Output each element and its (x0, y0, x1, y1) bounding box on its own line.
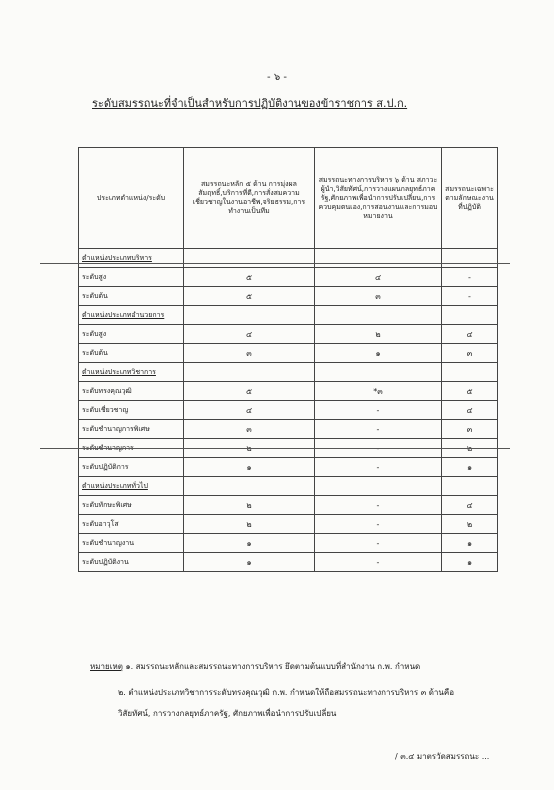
table-row (79, 515, 498, 534)
functional-level: - (442, 287, 498, 306)
table-header-row (79, 148, 498, 249)
functional-level: ๔ (442, 401, 498, 420)
functional-level: ๑ (442, 534, 498, 553)
functional-level: ๒ (442, 515, 498, 534)
table-row (79, 401, 498, 420)
table-row (79, 553, 498, 572)
managerial-level: - (315, 496, 442, 515)
core-level: ๓ (184, 420, 315, 439)
managerial-level: - (315, 534, 442, 553)
strike-line (40, 263, 510, 264)
functional-level (442, 249, 498, 268)
functional-level: ๔ (442, 325, 498, 344)
table-category-row (79, 306, 498, 325)
core-level: ๒ (184, 515, 315, 534)
core-level: ๑ (184, 534, 315, 553)
table-row (79, 458, 498, 477)
row-label: ระดับต้น (79, 287, 184, 306)
page-number: - ๖ - (267, 72, 287, 83)
table-row (79, 344, 498, 363)
functional-level (442, 363, 498, 382)
functional-level: ๓ (442, 420, 498, 439)
row-label: ระดับสูง (79, 268, 184, 287)
header-managerial-competency: สมรรถนะทางการบริหาร ๖ ด้าน สภาวะผู้นำ,วิสัยทัศน์,การวางแผนกลยุทธ์ภาครัฐ,ศักยภาพเพื่อนำการปรับเปลี่ยน,การควบคุมตนเอง,การสอนงานและการมอบหมายงาน (315, 148, 442, 249)
row-label: ระดับปฏิบัติการ (79, 458, 184, 477)
functional-level: - (442, 268, 498, 287)
row-label: ตำแหน่งประเภทอำนวยการ (79, 306, 184, 325)
table-row (79, 534, 498, 553)
functional-level (442, 477, 498, 496)
managerial-level (315, 477, 442, 496)
table-row (79, 420, 498, 439)
note-label: หมายเหตุ (90, 662, 123, 671)
note-text-1: ๑. สมรรถนะหลักและสมรรถนะทางการบริหาร ยึดตามต้นแบบที่สำนักงาน ก.พ. กำหนด (125, 662, 421, 671)
row-label: ตำแหน่งประเภทวิชาการ (79, 363, 184, 382)
row-label: ระดับต้น (79, 344, 184, 363)
table-category-row (79, 249, 498, 268)
continuation-text: / ๓.๔ มาตรวัดสมรรถนะ ... (395, 752, 490, 761)
table-row (79, 287, 498, 306)
managerial-level: - (315, 553, 442, 572)
managerial-level: ๔ (315, 268, 442, 287)
header-position-level: ประเภทตำแหน่ง/ระดับ (79, 148, 184, 249)
competency-table (78, 147, 498, 572)
core-level: ๑ (184, 458, 315, 477)
core-level: ๔ (184, 325, 315, 344)
functional-level: ๕ (442, 382, 498, 401)
managerial-level: ๓ (315, 287, 442, 306)
row-label: ระดับชำนาญงาน (79, 534, 184, 553)
core-level: ๕ (184, 268, 315, 287)
managerial-level (315, 306, 442, 325)
managerial-level: *๓ (315, 382, 442, 401)
note-line-2: ๒. ตำแหน่งประเภทวิชาการระดับทรงคุณวุฒิ ก.พ. กำหนดให้ถือสมรรถนะทางการบริหาร ๓ ด้านคือ (118, 688, 455, 697)
functional-level: ๑ (442, 553, 498, 572)
core-level: ๑ (184, 553, 315, 572)
row-label: ตำแหน่งประเภททั่วไป (79, 477, 184, 496)
managerial-level: - (315, 458, 442, 477)
core-level: ๒ (184, 439, 315, 458)
table-category-row (79, 363, 498, 382)
functional-level: ๔ (442, 496, 498, 515)
core-level (184, 306, 315, 325)
table-row (79, 496, 498, 515)
core-level: ๕ (184, 287, 315, 306)
managerial-level: - (315, 439, 442, 458)
strike-line (40, 448, 510, 449)
note-line-3: วิสัยทัศน์, การวางกลยุทธ์ภาครัฐ, ศักยภาพเพื่อนำการปรับเปลี่ยน (118, 709, 337, 718)
row-label: ระดับสูง (79, 325, 184, 344)
managerial-level: - (315, 515, 442, 534)
row-label: ระดับชำนาญการพิเศษ (79, 420, 184, 439)
managerial-level: - (315, 420, 442, 439)
table-row (79, 382, 498, 401)
functional-level (442, 306, 498, 325)
core-level: ๕ (184, 382, 315, 401)
managerial-level: ๒ (315, 325, 442, 344)
core-level (184, 477, 315, 496)
core-level (184, 249, 315, 268)
managerial-level (315, 363, 442, 382)
header-functional-competency: สมรรถนะเฉพาะตามลักษณะงานที่ปฏิบัติ (442, 148, 498, 249)
managerial-level: ๑ (315, 344, 442, 363)
header-core-competency: สมรรถนะหลัก ๕ ด้าน การมุ่งผลสัมฤทธิ์,บริการที่ดี,การสั่งสมความเชี่ยวชาญในงานอาชีพ,จริยธรรม,การทำงานเป็นทีม (184, 148, 315, 249)
row-label: ระดับอาวุโส (79, 515, 184, 534)
managerial-level (315, 249, 442, 268)
document-title: ระดับสมรรถนะที่จำเป็นสำหรับการปฏิบัติงานของข้าราชการ ส.ป.ก. (92, 97, 408, 110)
functional-level: ๓ (442, 344, 498, 363)
core-level: ๒ (184, 496, 315, 515)
row-label: ตำแหน่งประเภทบริหาร (79, 249, 184, 268)
functional-level: ๑ (442, 458, 498, 477)
core-level (184, 363, 315, 382)
row-label: ระดับปฏิบัติงาน (79, 553, 184, 572)
functional-level: ๒ (442, 439, 498, 458)
row-label: ระดับทักษะพิเศษ (79, 496, 184, 515)
note-line-1 (90, 660, 420, 673)
core-level: ๔ (184, 401, 315, 420)
table-row (79, 325, 498, 344)
core-level: ๓ (184, 344, 315, 363)
table-row (79, 268, 498, 287)
table-category-row (79, 477, 498, 496)
row-label: ระดับทรงคุณวุฒิ (79, 382, 184, 401)
managerial-level: - (315, 401, 442, 420)
row-label: ระดับเชี่ยวชาญ (79, 401, 184, 420)
row-label: ระดับชำนาญการ (79, 439, 184, 458)
